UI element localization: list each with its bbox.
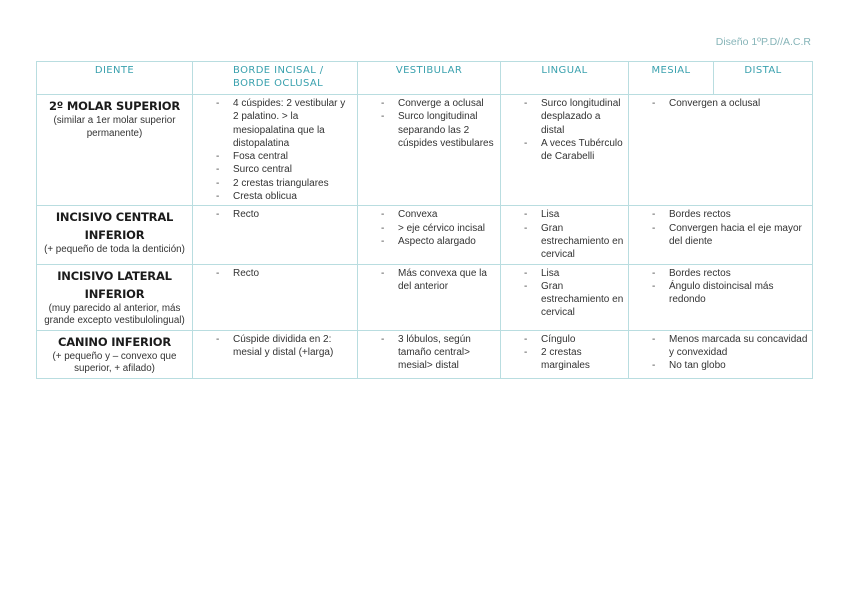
lingual-cell-list: [505, 267, 624, 320]
document-header-note: Diseño 1ºP.D//A.C.R: [715, 36, 811, 48]
mesial-distal-cell: [629, 206, 813, 264]
vestibular-cell: [358, 264, 501, 330]
lingual-cell-list: [505, 97, 624, 163]
borde-cell-list: [197, 333, 353, 360]
lingual-cell: [501, 206, 629, 264]
mesial-distal-cell-list: [633, 333, 808, 373]
lingual-cell: [501, 264, 629, 330]
lingual-cell: [501, 330, 629, 378]
tooth-note: (+ pequeño y – convexo que superior, + afilado): [52, 350, 177, 375]
list-item: - Lisa: [541, 267, 624, 280]
mesial-distal-cell: [629, 264, 813, 330]
header-lingual: LINGUAL: [501, 62, 629, 95]
list-item: - 3 lóbulos, según tamaño central> mesial> distal: [398, 333, 496, 373]
list-item: - Fosa central: [233, 150, 353, 163]
header-distal: DISTAL: [714, 62, 813, 95]
vestibular-cell-list: [362, 267, 496, 294]
tooth-note: (muy parecido al anterior, más grande excepto vestibulolingual): [44, 302, 185, 327]
list-item: - Cíngulo: [541, 333, 624, 346]
list-item: - Recto: [233, 208, 353, 221]
vestibular-cell: [358, 206, 501, 264]
header-borde-line1: BORDE INCISAL /: [233, 65, 324, 76]
lingual-cell-list: [505, 208, 624, 261]
list-item: - Gran estrechamiento en cervical: [541, 280, 624, 320]
borde-cell-list: [197, 208, 353, 221]
list-item: - Aspecto alargado: [398, 235, 496, 248]
lingual-cell: [501, 95, 629, 206]
borde-cell: [193, 264, 358, 330]
header-borde: [193, 62, 358, 95]
vestibular-cell: [358, 330, 501, 378]
lingual-cell-list: [505, 333, 624, 373]
mesial-distal-cell-list: [633, 208, 808, 248]
tooth-cell: [37, 264, 193, 330]
list-item: - A veces Tubérculo de Carabelli: [541, 137, 624, 164]
list-item: - Surco longitudinal separando las 2 cúspides vestibulares: [398, 110, 496, 150]
table-body: [37, 95, 813, 379]
tooth-name: CANINO INFERIOR: [57, 334, 172, 349]
list-item: - Bordes rectos: [669, 208, 808, 221]
table-row: [37, 95, 813, 206]
list-item: - Más convexa que la del anterior: [398, 267, 496, 294]
list-item: - Cúspide dividida en 2: mesial y distal (+larga): [233, 333, 353, 360]
header-vestibular: VESTIBULAR: [358, 62, 501, 95]
list-item: - 2 crestas marginales: [541, 346, 624, 373]
borde-cell-list: [197, 267, 353, 280]
tooth-cell: [37, 330, 193, 378]
borde-cell: [193, 95, 358, 206]
borde-cell: [193, 206, 358, 264]
mesial-distal-cell: [629, 330, 813, 378]
list-item: - Surco central: [233, 163, 353, 176]
list-item: - Convergen hacia el eje mayor del diente: [669, 222, 808, 249]
vestibular-cell: [358, 95, 501, 206]
list-item: - 4 cúspides: 2 vestibular y 2 palatino. > la mesiopalatina que la distopalatina: [233, 97, 353, 150]
tooth-note: (similar a 1er molar superior permanente): [53, 115, 176, 139]
mesial-distal-cell-list: [633, 97, 808, 110]
list-item: - Cresta oblicua: [233, 190, 353, 203]
header-mesial: MESIAL: [629, 62, 714, 95]
vestibular-cell-list: [362, 208, 496, 248]
list-item: - 2 crestas triangulares: [233, 177, 353, 190]
list-item: - Bordes rectos: [669, 267, 808, 280]
list-item: - Converge a oclusal: [398, 97, 496, 110]
table-row: [37, 206, 813, 264]
tooth-name: INCISIVO LATERAL INFERIOR: [57, 268, 172, 301]
tooth-note: (+ pequeño de toda la dentición): [44, 244, 185, 256]
list-item: - Convergen a oclusal: [669, 97, 808, 110]
tooth-cell: [37, 206, 193, 264]
header-diente: DIENTE: [37, 62, 193, 95]
list-item: - Recto: [233, 267, 353, 280]
list-item: - Lisa: [541, 208, 624, 221]
list-item: - Ángulo distoincisal más redondo: [669, 280, 808, 307]
vestibular-cell-list: [362, 333, 496, 373]
tooth-cell: [37, 95, 193, 206]
borde-cell: [193, 330, 358, 378]
tooth-name: INCISIVO CENTRAL INFERIOR: [55, 210, 174, 243]
list-item: - > eje cérvico incisal: [398, 222, 496, 235]
table-header-row: [37, 62, 813, 95]
list-item: - Convexa: [398, 208, 496, 221]
list-item: - Menos marcada su concavidad y convexidad: [669, 333, 808, 360]
table-row: [37, 264, 813, 330]
list-item: - No tan globo: [669, 359, 808, 372]
tooth-name: 2º MOLAR SUPERIOR: [48, 99, 181, 113]
header-borde-line2: BORDE OCLUSAL: [233, 78, 324, 89]
teeth-comparison-table: [36, 61, 813, 379]
vestibular-cell-list: [362, 97, 496, 150]
list-item: - Gran estrechamiento en cervical: [541, 222, 624, 262]
list-item: - Surco longitudinal desplazado a distal: [541, 97, 624, 137]
table-row: [37, 330, 813, 378]
mesial-distal-cell-list: [633, 267, 808, 307]
borde-cell-list: [197, 97, 353, 203]
mesial-distal-cell: [629, 95, 813, 206]
